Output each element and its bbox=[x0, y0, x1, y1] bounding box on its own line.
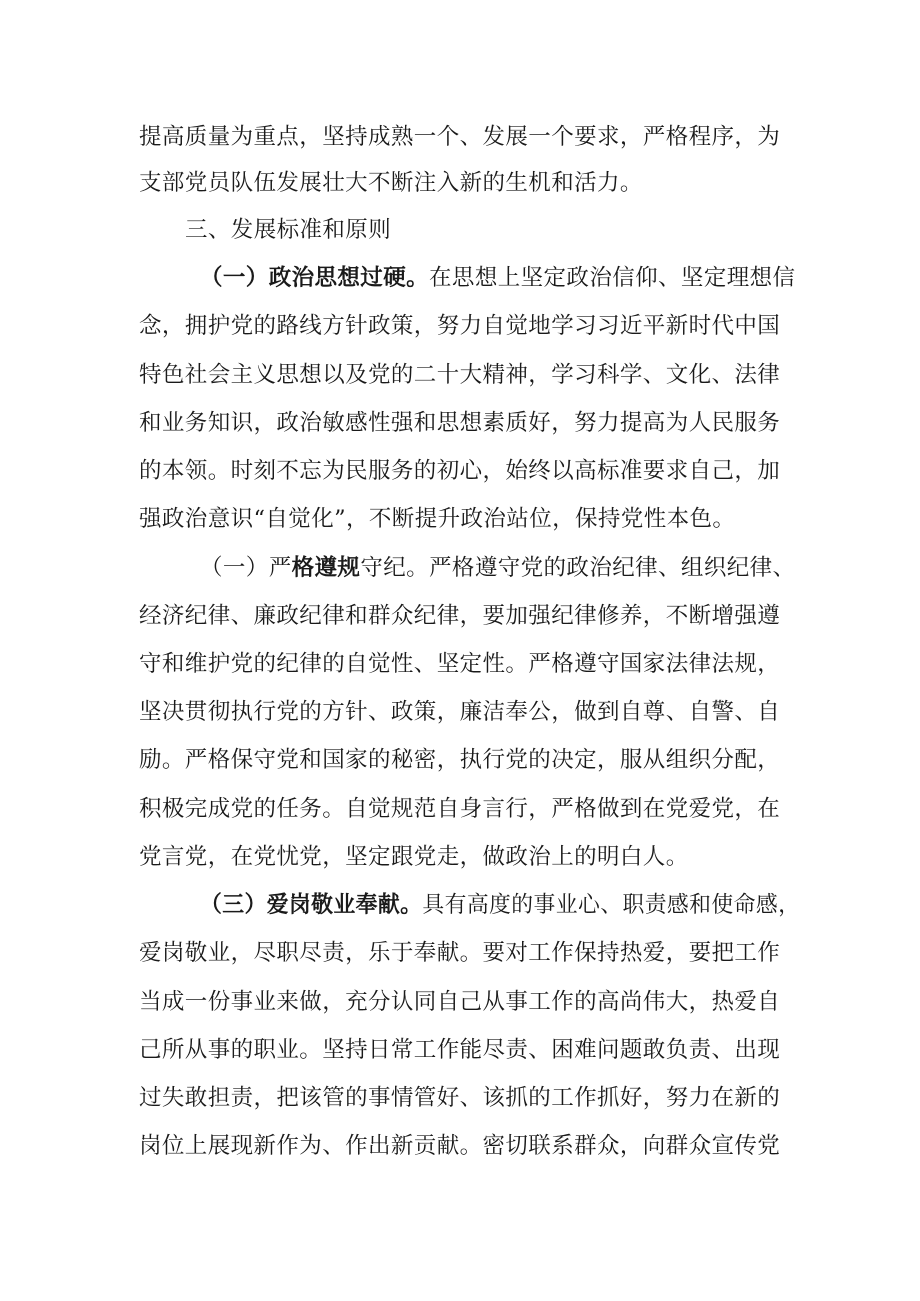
body-line: 岗位上展现新作为、作出新贡献。密切联系群众，向群众宣传党 bbox=[139, 1133, 781, 1159]
subsection-3-first-line bbox=[200, 890, 800, 920]
subsection-2-first-line bbox=[200, 553, 795, 583]
body-line: 守和维护党的纪律的自觉性、坚定性。严格遵守国家法律法规， bbox=[139, 651, 781, 677]
subsection-2-heading-prefix: （一）严 bbox=[200, 555, 292, 581]
subsection-1-first-line bbox=[200, 263, 795, 293]
subsection-1-heading: （一）政治思想过硬。 bbox=[200, 265, 430, 291]
subsection-2-heading-bold: 格遵规 bbox=[291, 555, 361, 581]
body-line: 支部党员队伍发展壮大不断注入新的生机和活力。 bbox=[139, 170, 643, 196]
body-line: 爱岗敬业，尽职尽责，乐于奉献。要对工作保持热爱，要把工作 bbox=[139, 940, 781, 966]
body-line: 念，拥护党的路线方针政策，努力自觉地学习习近平新时代中国 bbox=[139, 313, 781, 339]
body-line: 提高质量为重点，坚持成熟一个、发展一个要求，严格程序，为 bbox=[139, 124, 781, 150]
body-line: 党言党，在党忧党，坚定跟党走，做政治上的明白人。 bbox=[139, 844, 689, 870]
body-line: 积极完成党的任务。自觉规范自身言行，严格做到在党爱党，在 bbox=[139, 796, 781, 822]
body-line: 和业务知识，政治敏感性强和思想素质好，努力提高为人民服务 bbox=[139, 410, 781, 436]
body-line: 励。严格保守党和国家的秘密，执行党的决定，服从组织分配， bbox=[139, 747, 781, 773]
body-line: 过失敢担责，把该管的事情管好、该抓的工作抓好，努力在新的 bbox=[139, 1085, 781, 1111]
subsection-3-heading: （三）爱岗敬业奉献。 bbox=[200, 892, 423, 918]
body-text: 在思想上坚定政治信仰、坚定理想信 bbox=[429, 265, 796, 291]
body-line: 特色社会主义思想以及党的二十大精神，学习科学、文化、法律 bbox=[139, 362, 781, 388]
body-line: 经济纪律、廉政纪律和群众纪律，要加强纪律修养，不断增强遵 bbox=[139, 603, 781, 629]
section-heading: 三、发展标准和原则 bbox=[185, 217, 392, 243]
body-text: 具有高度的事业心、职责感和使命感， bbox=[422, 892, 801, 918]
body-line: 当成一份事业来做，充分认同自己从事工作的高尚伟大，热爱自 bbox=[139, 989, 781, 1015]
body-line: 坚决贯彻执行党的方针、政策，廉洁奉公，做到自尊、自警、自 bbox=[139, 699, 781, 725]
body-line: 的本领。时刻不忘为民服务的初心，始终以高标准要求自己，加 bbox=[139, 458, 781, 484]
body-text: 守纪。严格遵守党的政治纪律、组织纪律、 bbox=[360, 555, 796, 581]
body-line: 己所从事的职业。坚持日常工作能尽责、困难问题敢负责、出现 bbox=[139, 1037, 781, 1063]
body-line: 强政治意识“自觉化”，不断提升政治站位，保持党性本色。 bbox=[139, 506, 736, 532]
